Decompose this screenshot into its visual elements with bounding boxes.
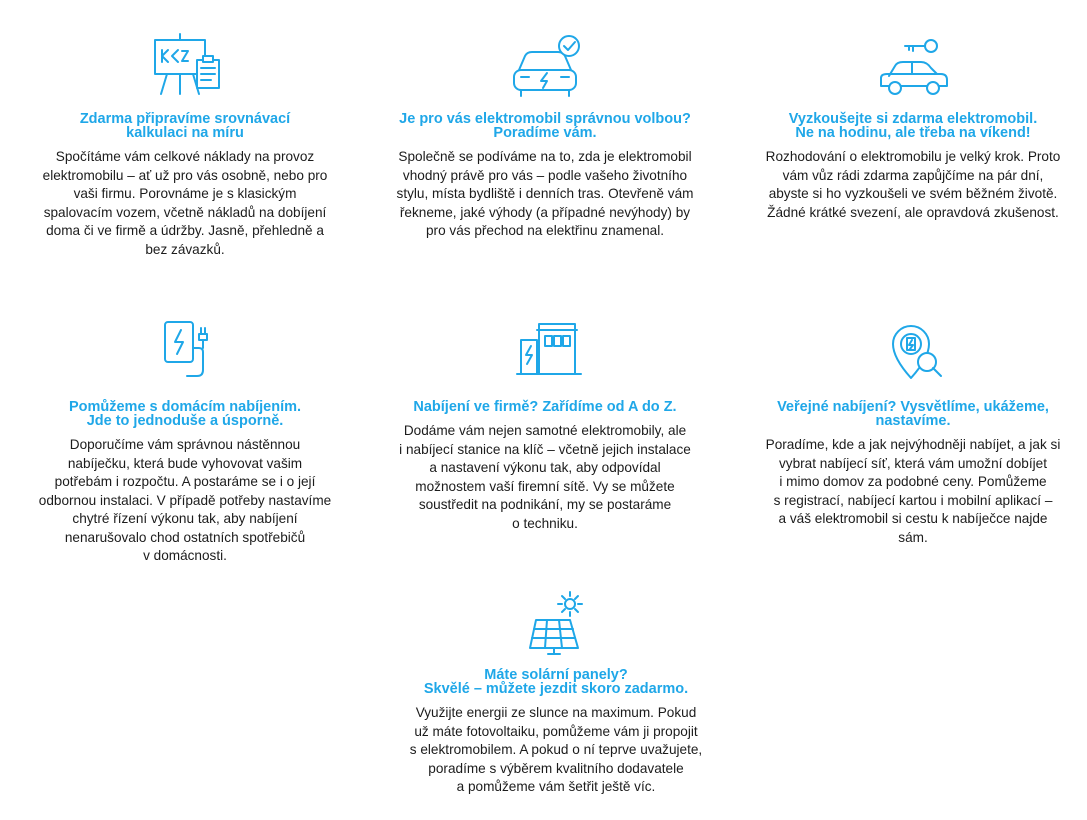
service-title: Veřejné nabíjení? Vysvětlíme, ukážeme, nastavíme. bbox=[777, 399, 1049, 429]
charging-map-search-icon bbox=[865, 318, 961, 390]
service-card-home-charging bbox=[10, 318, 360, 566]
company-charging-station-icon bbox=[497, 318, 593, 390]
service-description: Využijte energii ze slunce na maximum. Pokud už máte fotovoltaiku, pomůžeme vám ji propojit s elektromobilem. A pokud o ní teprve uvažujete, poradíme s výběrem kvalitního dodavatele a pomůžeme vám šetřit ještě víc. bbox=[409, 705, 703, 794]
calculator-board-icon bbox=[137, 30, 233, 102]
service-card-test-drive bbox=[738, 30, 1087, 222]
service-title: Zdarma připravíme srovnávací kalkulaci na míru bbox=[79, 111, 291, 141]
service-description: Společně se podíváme na to, zda je elektromobil vhodný právě pro vás – podle vašeho životního stylu, místa bydliště i denních tras. Otevřeně vám řekneme, jaké výhody (a případné nevýhody) by pro vás přechod na elektřinu znamenal. bbox=[396, 149, 694, 238]
electric-car-check-icon bbox=[497, 30, 593, 102]
service-description: Doporučíme vám správnou nástěnnou nabíječku, která bude vyhovovat vašim potřebám i rozpočtu. A postaráme se i o její odbornou instalaci. V případě potřeby nastavíme chytré řízení výkonu tak, aby nabíjení nenarušovalo chod ostatních spotřebičů v domácnosti. bbox=[38, 437, 332, 563]
service-card-company-charging bbox=[370, 318, 720, 533]
car-key-icon bbox=[865, 30, 961, 102]
service-title: Nabíjení ve firmě? Zařídíme od A do Z. bbox=[413, 399, 677, 415]
service-title: Pomůžeme s domácím nabíjením. Jde to jednoduše a úsporně. bbox=[68, 399, 302, 429]
service-title: Vyzkoušejte si zdarma elektromobil. Ne na hodinu, ale třeba na víkend! bbox=[788, 111, 1038, 141]
service-description: Rozhodování o elektromobilu je velký krok. Proto vám vůz rádi zdarma zapůjčíme na pár dní, abyste si ho vyzkoušeli ve svém běžném životě. Žádné krátké svezení, ale opravdová zkušenost. bbox=[765, 149, 1061, 220]
solar-panel-icon bbox=[508, 586, 604, 658]
service-description: Spočítáme vám celkové náklady na provoz elektromobilu – ať už pro vás osobně, nebo pro vaši firmu. Porovnáme je s klasickým spalovacím vozem, včetně nákladů na dobíjení doma či ve firmě a údržby. Jasně, přehledně a bez závazků. bbox=[42, 149, 328, 257]
service-card-public-charging bbox=[738, 318, 1087, 547]
service-card-consultation bbox=[370, 30, 720, 241]
service-title: Máte solární panely? Skvělé – můžete jezdit skoro zadarmo. bbox=[423, 667, 689, 697]
home-charger-icon bbox=[137, 318, 233, 390]
service-card-solar bbox=[381, 586, 731, 797]
service-description: Poradíme, kde a jak nejvýhodněji nabíjet, a jak si vybrat nabíjecí síť, která vám umožní dobíjet i mimo domov za podobné ceny. Pomůžeme s registrací, nabíjecí kartou i mobilní aplikací – a váš elektromobil si cestu k nabíječce najde sám. bbox=[765, 437, 1061, 545]
service-card-calculation bbox=[10, 30, 360, 259]
service-title: Je pro vás elektromobil správnou volbou? Poradíme vám. bbox=[399, 111, 691, 141]
service-description: Dodáme vám nejen samotné elektromobily, ale i nabíjecí stanice na klíč – včetně jejich instalace a nastavení výkonu tak, aby odpovídal možnostem vaší firemní sítě. Vy se můžete soustředit na podnikání, my se postaráme o techniku. bbox=[399, 423, 691, 531]
